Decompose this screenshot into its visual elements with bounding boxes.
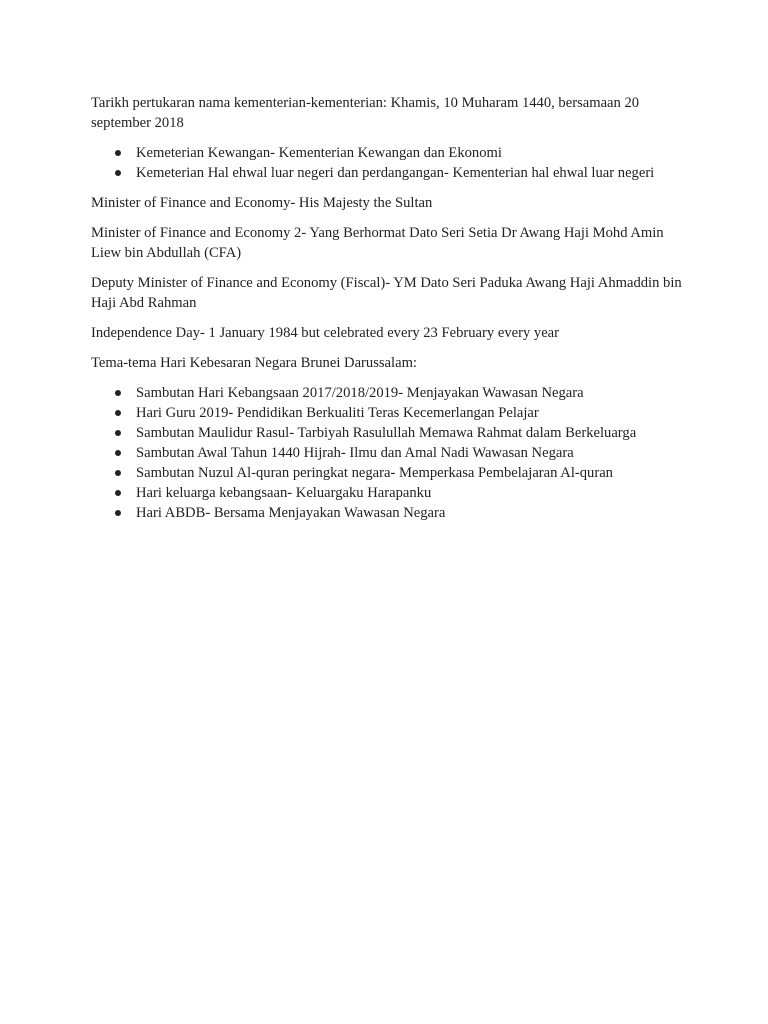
bullet-icon	[115, 170, 121, 176]
bullet-icon	[115, 410, 121, 416]
list-item-text: Kemeterian Hal ehwal luar negeri dan perdangangan- Kementerian hal ehwal luar negeri	[136, 165, 655, 181]
bullet-icon	[115, 470, 121, 476]
list-item	[91, 443, 691, 463]
minister-2-paragraph: Minister of Finance and Economy 2- Yang Berhormat Dato Seri Setia Dr Awang Haji Mohd Amin Liew bin Abdullah (CFA)	[91, 225, 664, 261]
list-item-text: Sambutan Awal Tahun 1440 Hijrah- Ilmu dan Amal Nadi Wawasan Negara	[136, 445, 574, 461]
list-item	[91, 143, 691, 163]
list-item-text: Sambutan Hari Kebangsaan 2017/2018/2019- Menjayakan Wawasan Negara	[136, 385, 584, 401]
list-item	[91, 483, 691, 503]
list-item-text: Sambutan Nuzul Al-quran peringkat negara- Memperkasa Pembelajaran Al-quran	[136, 465, 613, 481]
list-item-text: Hari keluarga kebangsaan- Keluargaku Harapanku	[136, 485, 432, 501]
bullet-icon	[115, 150, 121, 156]
ministry-change-list	[91, 143, 691, 183]
bullet-icon	[115, 450, 121, 456]
list-item-text: Kemeterian Kewangan- Kementerian Kewangan dan Ekonomi	[136, 145, 502, 161]
bullet-icon	[115, 430, 121, 436]
document-page	[91, 93, 691, 533]
minister-paragraph: Minister of Finance and Economy- His Majesty the Sultan	[91, 195, 433, 211]
list-item	[91, 383, 691, 403]
bullet-icon	[115, 390, 121, 396]
list-item	[91, 503, 691, 523]
list-item-text: Sambutan Maulidur Rasul- Tarbiyah Rasulullah Memawa Rahmat dalam Berkeluarga	[136, 425, 637, 441]
deputy-minister-paragraph: Deputy Minister of Finance and Economy (Fiscal)- YM Dato Seri Paduka Awang Haji Ahmaddin bin Haji Abd Rahman	[91, 275, 682, 311]
bullet-icon	[115, 490, 121, 496]
list-item	[91, 423, 691, 443]
themes-heading: Tema-tema Hari Kebesaran Negara Brunei Darussalam:	[91, 355, 417, 371]
list-item-text: Hari ABDB- Bersama Menjayakan Wawasan Negara	[136, 505, 446, 521]
list-item-text: Hari Guru 2019- Pendidikan Berkualiti Teras Kecemerlangan Pelajar	[136, 405, 539, 421]
bullet-icon	[115, 510, 121, 516]
list-item	[91, 163, 691, 183]
list-item	[91, 403, 691, 423]
themes-list	[91, 383, 691, 523]
intro-paragraph: Tarikh pertukaran nama kementerian-kementerian: Khamis, 10 Muharam 1440, bersamaan 20 september 2018	[91, 95, 640, 131]
list-item	[91, 463, 691, 483]
independence-day-paragraph: Independence Day- 1 January 1984 but celebrated every 23 February every year	[91, 325, 560, 341]
